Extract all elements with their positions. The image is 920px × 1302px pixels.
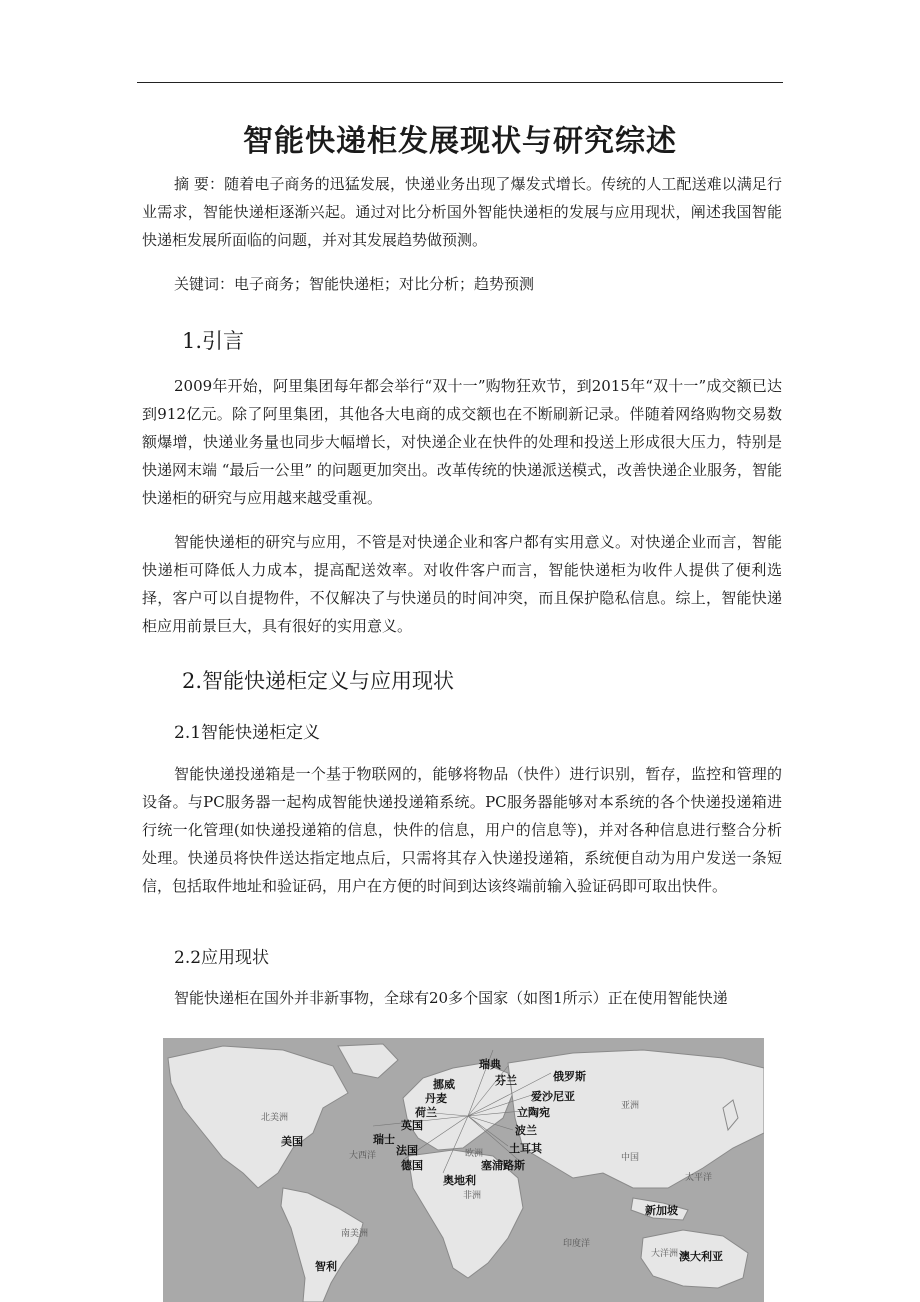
label-south-america: 南美洲 — [341, 1229, 369, 1239]
status-text: 智能快递柜在国外并非新事物，全球有20多个国家（如图1所示）正在使用智能快递 — [174, 989, 728, 1007]
abstract-paragraph — [142, 170, 782, 254]
label-norway: 挪威 — [433, 1078, 455, 1091]
subsection-heading-definition: 2.1智能快递柜定义 — [174, 723, 321, 743]
intro-paragraph-1 — [142, 372, 782, 512]
label-oceania: 大洋洲 — [651, 1249, 679, 1259]
label-finland: 芬兰 — [495, 1074, 517, 1087]
abstract-text: 摘 要：随着电子商务的迅猛发展，快递业务出现了爆发式增长。传统的人工配送难以满足行业需求，智能快递柜逐渐兴起。通过对比分析国外智能快递柜的发展与应用现状，阐述我国智能快递柜发展所面临的问题，并对其发展趋势做预测。 — [142, 175, 782, 249]
definition-paragraph — [142, 760, 782, 900]
keywords-text: 关键词：电子商务；智能快递柜；对比分析；趋势预测 — [174, 275, 535, 293]
definition-text: 智能快递投递箱是一个基于物联网的，能够将物品（快件）进行识别，暂存，监控和管理的设备。与PC服务器一起构成智能快递投递箱系统。PC服务器能够对本系统的各个快递投递箱进行统一化管理(如快递投递箱的信息，快件的信息，用户的信息等)，并对各种信息进行整合分析处理。快递员将快件送达指定地点后，只需将其存入快递投递箱，系统便自动为用户发送一条短信，包括取件地址和验证码，用户在方便的时间到达该终端前输入验证码即可取出快件。 — [142, 765, 782, 895]
intro-text-1: 2009年开始，阿里集团每年都会举行“双十一”购物狂欢节，到2015年“双十一”成交额已达到912亿元。除了阿里集团，其他各大电商的成交额也在不断刷新记录。伴随着网络购物交易数额爆增，快递业务量也同步大幅增长，对快递企业在快件的处理和投送上形成很大压力，特别是快递网末端 “最后一公里” 的问题更加突出。改革传统的快递派送模式，改善快递企业服务，智能快递柜的研究与应用越来越受重视。 — [142, 377, 782, 507]
label-france: 法国 — [396, 1144, 418, 1157]
label-chile: 智利 — [315, 1260, 337, 1273]
label-turkey: 土耳其 — [509, 1142, 542, 1155]
keywords-paragraph — [142, 270, 782, 298]
label-singapore: 新加坡 — [645, 1204, 678, 1217]
label-germany: 德国 — [401, 1159, 423, 1172]
label-africa: 非洲 — [463, 1191, 482, 1201]
status-paragraph — [142, 984, 782, 1012]
label-switzerland: 瑞士 — [373, 1133, 395, 1146]
label-uk: 英国 — [401, 1119, 423, 1132]
subsection-heading-status: 2.2应用现状 — [174, 948, 270, 968]
label-sweden: 瑞典 — [479, 1058, 501, 1071]
label-europe: 欧洲 — [465, 1149, 484, 1159]
header-rule — [137, 82, 783, 83]
label-cyprus: 塞浦路斯 — [481, 1159, 525, 1172]
label-russia: 俄罗斯 — [553, 1070, 586, 1083]
label-australia: 澳大利亚 — [679, 1250, 723, 1263]
label-atlantic: 大西洋 — [349, 1151, 377, 1161]
label-usa: 美国 — [281, 1135, 303, 1148]
section-heading-introduction: 1.引言 — [182, 329, 245, 353]
label-netherlands: 荷兰 — [415, 1106, 437, 1119]
world-map — [163, 1038, 764, 1302]
section-heading-definition-status: 2.智能快递柜定义与应用现状 — [182, 669, 455, 693]
world-map-figure — [163, 1038, 764, 1302]
label-denmark: 丹麦 — [425, 1092, 447, 1105]
label-north-america: 北美洲 — [261, 1113, 289, 1123]
label-lithuania: 立陶宛 — [517, 1106, 550, 1119]
label-austria: 奥地利 — [443, 1174, 476, 1187]
label-indian-ocean: 印度洋 — [563, 1239, 591, 1249]
intro-text-2: 智能快递柜的研究与应用，不管是对快递企业和客户都有实用意义。对快递企业而言，智能快递柜可降低人力成本，提高配送效率。对收件客户而言，智能快递柜为收件人提供了便利选择，客户可以自提物件，不仅解决了与快递员的时间冲突，而且保护隐私信息。综上，智能快递柜应用前景巨大，具有很好的实用意义。 — [142, 533, 782, 635]
label-china: 中国 — [621, 1153, 640, 1163]
label-pacific: 太平洋 — [685, 1173, 713, 1183]
label-estonia: 爱沙尼亚 — [531, 1090, 575, 1103]
label-poland: 波兰 — [515, 1124, 537, 1137]
document-title: 智能快递柜发展现状与研究综述 — [243, 124, 677, 159]
intro-paragraph-2 — [142, 528, 782, 640]
label-asia: 亚洲 — [621, 1101, 640, 1111]
